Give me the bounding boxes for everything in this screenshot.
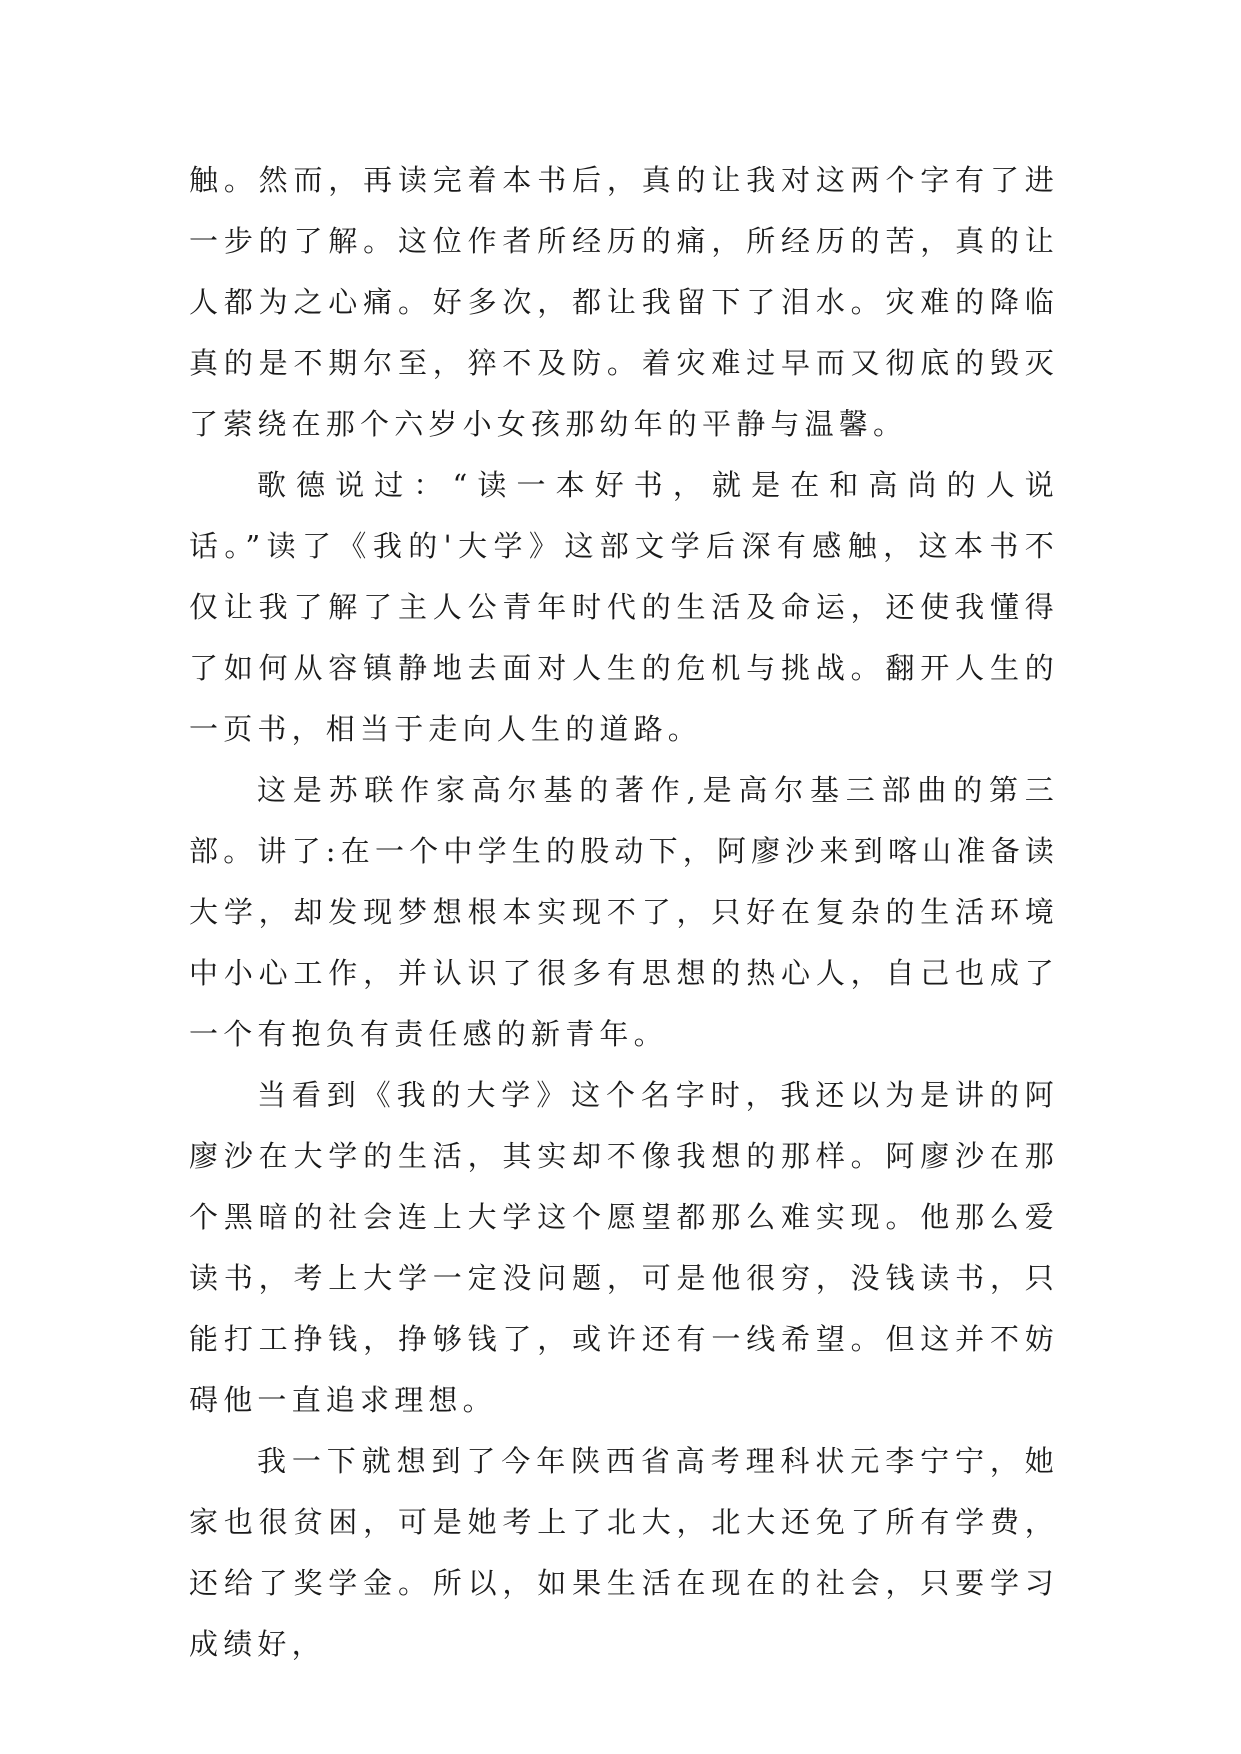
paragraph: 歌德说过：“读一本好书，就是在和高尚的人说话。”读了《我的'大学》这部文学后深有感触，这本书不仅让我了解了主人公青年时代的生活及命运，还使我懂得了如何从容镇静地去面对人生的危机与挑战。翻开人生的一页书，相当于走向人生的道路。: [189, 468, 1059, 746]
paragraph: 触。然而，再读完着本书后，真的让我对这两个字有了进一步的了解。这位作者所经历的痛，所经历的苦，真的让人都为之心痛。好多次，都让我留下了泪水。灾难的降临真的是不期尔至，猝不及防。着灾难过早而又彻底的毁灭了萦绕在那个六岁小女孩那幼年的平静与温馨。: [189, 163, 1059, 441]
paragraph: 我一下就想到了今年陕西省高考理科状元李宁宁，她家也很贫困，可是她考上了北大，北大还免了所有学费，还给了奖学金。所以，如果生活在现在的社会，只要学习成绩好，: [189, 1444, 1059, 1661]
paragraph: 这是苏联作家高尔基的著作,是高尔基三部曲的第三部。讲了:在一个中学生的股动下，阿廖沙来到喀山准备读大学，却发现梦想根本实现不了，只好在复杂的生活环境中小心工作，并认识了很多有思想的热心人，自己也成了一个有抱负有责任感的新青年。: [189, 773, 1059, 1051]
paragraph: 当看到《我的大学》这个名字时，我还以为是讲的阿廖沙在大学的生活，其实却不像我想的那样。阿廖沙在那个黑暗的社会连上大学这个愿望都那么难实现。他那么爱读书，考上大学一定没问题，可是他很穷，没钱读书，只能打工挣钱，挣够钱了，或许还有一线希望。但这并不妨碍他一直追求理想。: [189, 1078, 1059, 1417]
document-body: [189, 150, 1059, 1675]
